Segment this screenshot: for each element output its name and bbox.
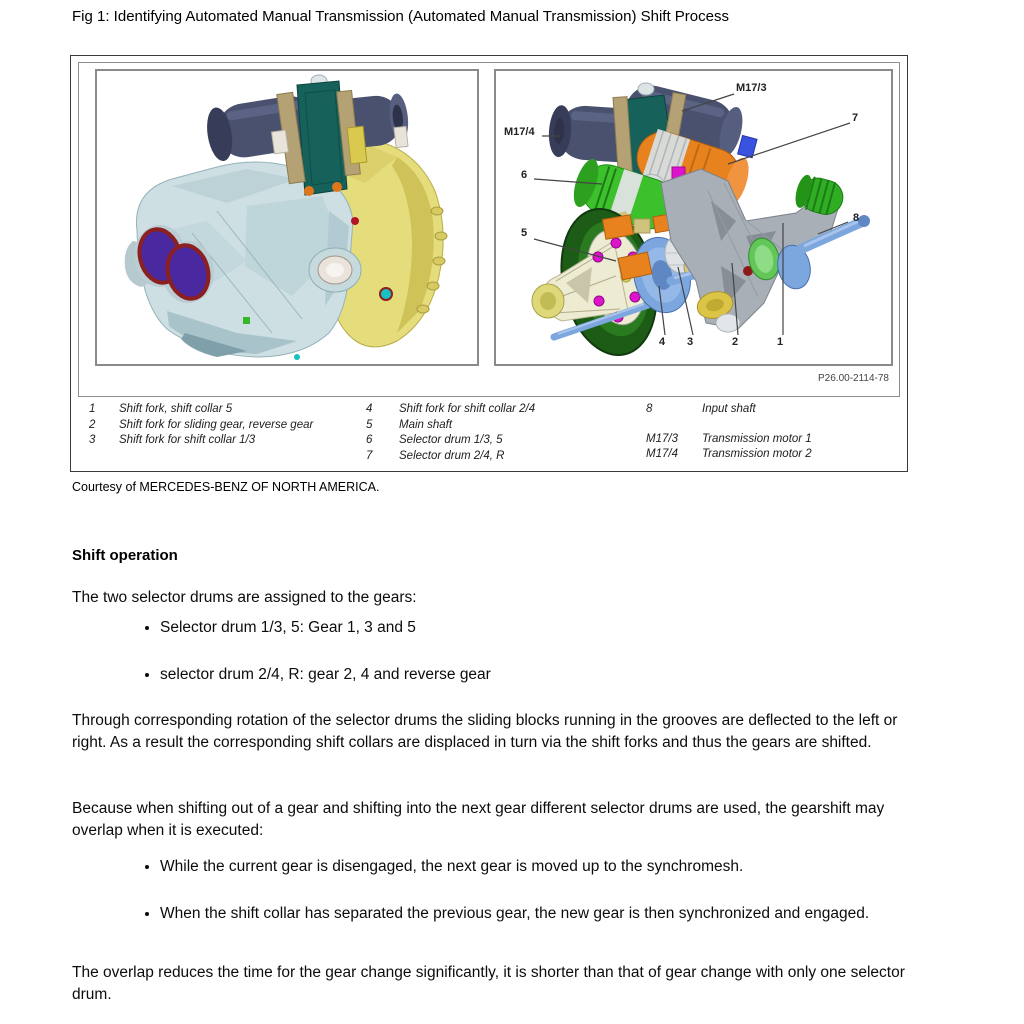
legend-label: Transmission motor 1 [702,432,812,445]
legend-key: 6 [366,434,373,446]
legend-label: Shift fork for sliding gear, reverse gear [119,418,314,431]
list-item: • While the current gear is disengaged, the next gear is moved up to the synchromesh. [160,856,1022,878]
courtesy-line: Courtesy of MERCEDES-BENZ OF NORTH AMERICA. [72,480,380,494]
legend-label: Shift fork, shift collar 5 [119,403,233,415]
figure-title: Fig 1: Identifying Automated Manual Transmission (Automated Manual Transmission) Shift Process [72,8,729,25]
legend-key: M17/4 [646,448,678,460]
callout-label-2: 2 [732,336,739,348]
callout-label-5: 5 [521,227,528,239]
legend-label: Transmission motor 2 [702,448,812,460]
legend-key: 1 [89,403,96,415]
output-boss [309,248,361,292]
figure-image-frame [78,62,900,397]
legend-label: Selector drum 2/4, R [399,449,505,462]
legend-spacer [702,419,892,431]
section-heading: Shift operation [72,547,178,564]
blue-connector [738,135,757,157]
legend-label: Shift fork for shift collar 2/4 [399,403,536,415]
list-item: • selector drum 2/4, R: gear 2, 4 and reverse gear [160,664,1022,686]
figure-legend [71,403,907,467]
overlap-paragraph: Because when shifting out of a gear and shifting into the next gear different selector drums are used, the gearshift may overlap when it is executed: [72,800,885,839]
callout-label-6: 6 [521,169,528,181]
callout-label-m17-4: M17/4 [504,126,535,138]
legend-column-3 [646,403,892,462]
legend-label: Selector drum 1/3, 5 [399,434,503,446]
intro-paragraph: The two selector drums are assigned to the gears: [72,589,417,606]
legend-key: 3 [89,434,96,446]
overlap-list [72,856,1022,949]
legend-key: M17/3 [646,432,678,445]
rotation-paragraph: Through corresponding rotation of the selector drums the sliding blocks running in the grooves are deflected to the left or right. As a result the corresponding shift collars are displaced in turn via the shift forks and thus the gears are shifted. [72,712,898,751]
legend-key: 5 [366,418,373,431]
legend-label: Input shaft [702,403,756,415]
shift-mechanism-illustration [494,69,893,366]
legend-spacer [646,419,702,431]
legend-key: 7 [366,449,373,462]
callout-label-7: 7 [852,112,859,124]
list-item: • When the shift collar has separated the previous gear, the new gear is then synchronized and engaged. [160,903,1022,925]
callout-label-m17-3: M17/3 [736,82,767,94]
transmission-exterior-illustration [95,69,479,366]
callout-label-8: 8 [853,212,860,224]
selector-drum-list [72,617,1022,710]
legend-column-2 [366,403,619,463]
list-item: • Selector drum 1/3, 5: Gear 1, 3 and 5 [160,617,1022,639]
legend-column-1 [89,403,357,448]
callout-label-4: 4 [659,336,666,348]
legend-key: 4 [366,403,373,415]
legend-key: 8 [646,403,653,415]
legend-key: 2 [89,418,96,431]
figure-box [70,55,908,472]
legend-label: Main shaft [399,418,453,431]
callout-label-3: 3 [687,336,694,348]
legend-label: Shift fork for shift collar 1/3 [119,434,256,446]
closing-paragraph: The overlap reduces the time for the gear change significantly, it is shorter than that of gear change with only one selector drum. [72,964,905,1003]
image-reference-number: P26.00-2114-78 [818,373,889,384]
callout-label-1: 1 [777,336,784,348]
